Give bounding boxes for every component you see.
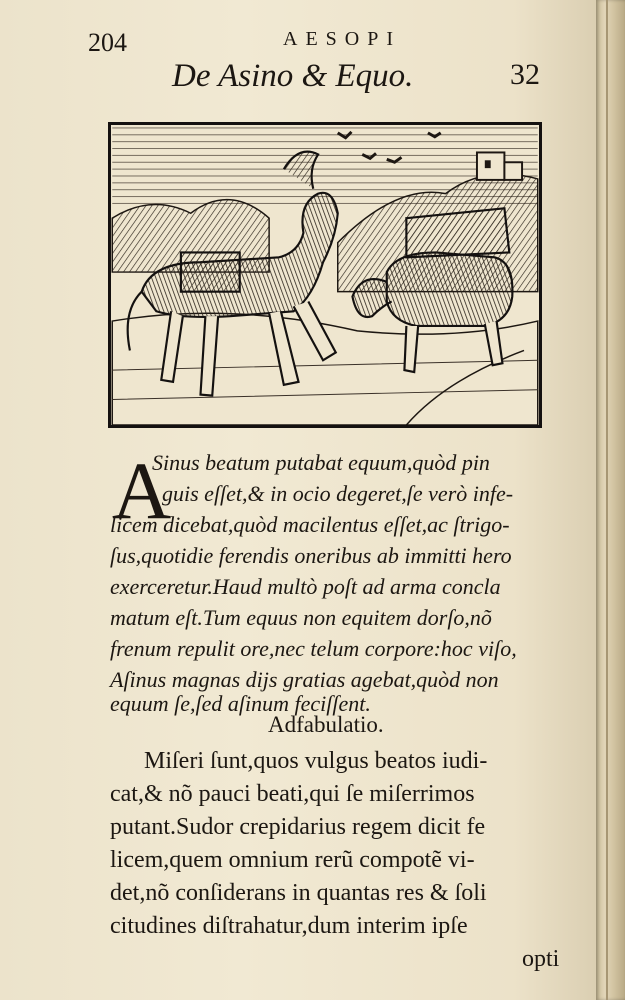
moral-heading: Adfabulatio. [268, 712, 384, 737]
fable-line: Sinus beatum putabat equum,quòd pin [152, 450, 490, 475]
fable-line: ſus,quotidie ferendis oneribus ab immitti hero [110, 543, 512, 568]
page-header [88, 22, 558, 56]
woodcut-horse-and-donkey-icon [111, 125, 539, 425]
fable-line: guis eſſet,& in ocio degeret,ſe verò infe- [162, 481, 514, 506]
moral-line: putant.Sudor crepidarius regem dicit fe [110, 814, 486, 840]
fable-line: exerceretur.Haud multò poſt ad arma concla [110, 574, 501, 599]
moral-line: citudines diſtrahatur,dum interim ipſe [110, 913, 468, 939]
moral-line: cat,& nõ pauci beati,qui ſe miſerrimos [110, 781, 475, 807]
moral-line: det,nõ conſiderans in quantas res & ſoli [110, 880, 487, 906]
fable-line: Aſinus magnas dijs gratias agebat,quòd non [110, 667, 499, 692]
page-edge [606, 0, 608, 1000]
fable-line: licem dicebat,quòd macilentus eſſet,ac ſtrigo- [110, 512, 510, 537]
moral-line: licem,quem omnium rerũ compotẽ vi- [110, 847, 475, 873]
fable-line: equum ſe,ſed aſinum feciſſent. [110, 691, 371, 716]
running-head: AESOPI [283, 28, 402, 50]
fable-line: frenum repulit ore,nec telum corpore:hoc viſo, [110, 636, 517, 661]
catchword: opti [522, 946, 560, 972]
page-gutter [596, 0, 625, 1000]
moral-line: Miſeri ſunt,quos vulgus beatos iudi- [144, 748, 488, 774]
signature-mark: 32 [510, 58, 540, 91]
page-number: 204 [88, 28, 127, 57]
fable-line: matum eſt.Tum equus non equitem dorſo,nõ [110, 605, 492, 630]
fable-title: De Asino & Equo. [172, 58, 414, 94]
woodcut-illustration [108, 122, 542, 428]
drop-cap: A [112, 445, 172, 536]
